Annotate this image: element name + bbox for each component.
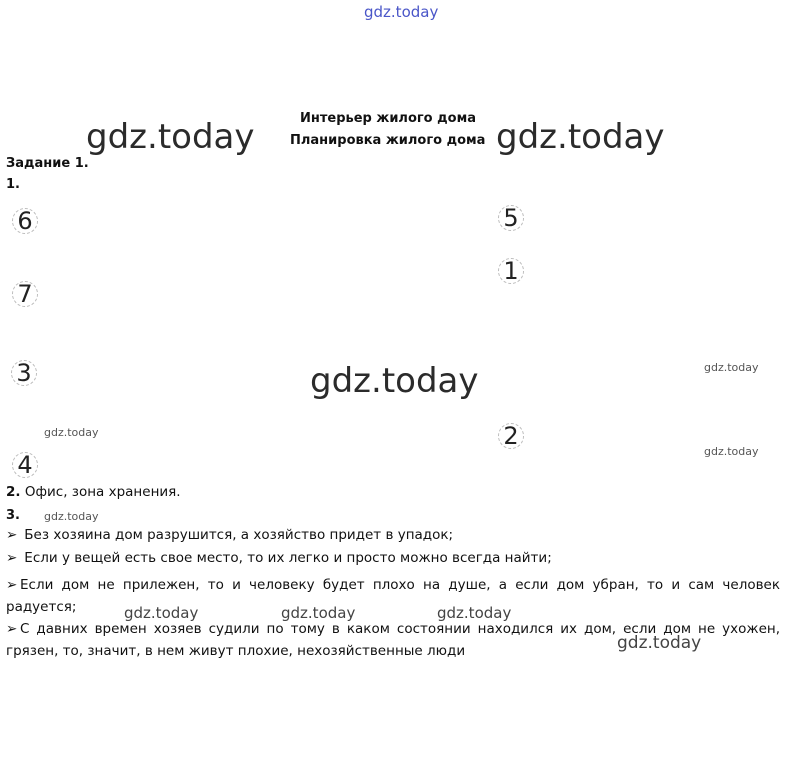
bullet-text: Если у вещей есть свое место, то их легко и просто можно всегда найти; [24,550,552,566]
watermark-top: gdz.today [364,3,439,21]
page-subtitle: Планировка жилого дома [290,133,486,148]
plan-number: 1 [498,258,524,284]
bullet-item [6,552,780,566]
bullet-arrow-icon: ➢ [6,577,18,593]
bullet-item [6,574,780,618]
watermark-medium: gdz.today [437,604,512,622]
plan-number: 2 [498,423,524,449]
plan-number: 7 [12,281,38,307]
watermark-medium: gdz.today [281,604,356,622]
bullet-text: С давних времен хозяев судили по тому в каком состоянии находился их дом, если дом не ухожен, грязен, то, значит, в нем живут плохие, нехозяйственные люди [6,621,780,659]
watermark-medium: gdz.today [617,633,702,653]
watermark-small: gdz.today [44,510,99,523]
watermark-small: gdz.today [704,445,759,458]
item2-text: Офис, зона хранения. [24,484,181,500]
plan-number: 4 [12,452,38,478]
bullet-item [6,529,780,543]
item1-label: 1. [6,177,20,192]
bullet-arrow-icon: ➢ [6,527,18,543]
item2 [6,486,181,500]
bullet-text: Без хозяина дом разрушится, а хозяйство придет в упадок; [24,527,454,543]
task-heading: Задание 1. [6,156,89,171]
watermark-small: gdz.today [704,361,759,374]
watermark-small: gdz.today [44,426,99,439]
item3-label: 3. [6,508,20,523]
plan-number: 3 [11,360,37,386]
page-title: Интерьер жилого дома [300,111,476,126]
bullet-arrow-icon: ➢ [6,621,18,637]
bullet-arrow-icon: ➢ [6,550,18,566]
item2-label: 2. [6,484,21,500]
watermark-medium: gdz.today [124,604,199,622]
plan-number: 6 [12,208,38,234]
bullet-item [6,618,780,662]
plan-number: 5 [498,205,524,231]
bullet-text: Если дом не прилежен, то и человеку будет плохо на душе, а если дом убран, то и сам человек радуется; [6,577,780,615]
watermark-large-left: gdz.today [86,117,255,157]
watermark-large-right: gdz.today [496,117,665,157]
watermark-large-center: gdz.today [310,361,479,401]
